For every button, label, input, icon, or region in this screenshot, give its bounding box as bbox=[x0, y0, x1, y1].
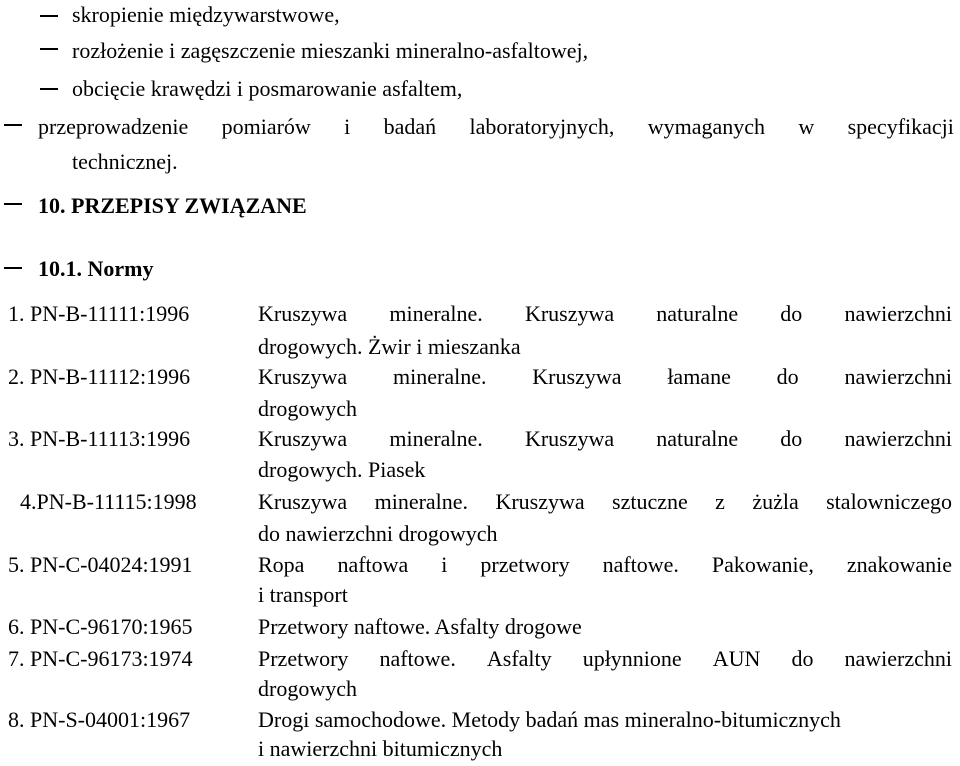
word: Asfalty bbox=[486, 646, 552, 671]
word: sztuczne bbox=[612, 489, 688, 514]
word: w bbox=[798, 114, 815, 139]
norm-title bbox=[258, 426, 952, 452]
word: żużla bbox=[752, 489, 799, 514]
word: Kruszywa bbox=[524, 426, 615, 451]
word: przetwory bbox=[480, 552, 570, 577]
word: Pakowanie, bbox=[711, 552, 814, 577]
word: Kruszywa bbox=[258, 426, 348, 451]
bullet-dash bbox=[4, 203, 22, 205]
norm-title: Drogi samochodowe. Metody badań mas mineralno-bitumicznych bbox=[258, 707, 841, 732]
word: Przetwory bbox=[258, 646, 349, 671]
word: łamane bbox=[667, 364, 731, 389]
word: do bbox=[780, 301, 803, 326]
word: badań bbox=[383, 114, 437, 139]
word: naturalne bbox=[656, 301, 739, 326]
norm-id: 1. PN-B-11111:1996 bbox=[8, 301, 190, 326]
word: Kruszywa bbox=[258, 364, 348, 389]
word: przeprowadzenie bbox=[38, 114, 189, 139]
word: naturalne bbox=[656, 426, 739, 451]
bullet-dash bbox=[40, 15, 58, 17]
word: Kruszywa bbox=[524, 301, 615, 326]
norm-title: Przetwory naftowe. Asfalty drogowe bbox=[258, 614, 582, 639]
word: specyfikacji bbox=[847, 114, 954, 139]
bullet-item bbox=[38, 114, 954, 140]
norm-title-cont: i transport bbox=[258, 582, 348, 607]
word: do bbox=[780, 426, 803, 451]
word: mineralne. bbox=[389, 301, 483, 326]
norm-title-cont: drogowych bbox=[258, 676, 357, 701]
norm-title bbox=[258, 364, 952, 390]
norm-title-cont: drogowych bbox=[258, 396, 357, 421]
word: Kruszywa bbox=[258, 489, 348, 514]
norm-id: 4.PN-B-11115:1998 bbox=[20, 489, 197, 514]
norm-id: 2. PN-B-11112:1996 bbox=[8, 364, 191, 389]
norm-title-cont: i nawierzchni bitumicznych bbox=[258, 736, 503, 761]
word: pomiarów bbox=[221, 114, 311, 139]
word: Kruszywa bbox=[495, 489, 585, 514]
word: laboratoryjnych, bbox=[469, 114, 615, 139]
word: mineralne. bbox=[374, 489, 469, 514]
norm-title bbox=[258, 489, 952, 515]
word: mineralne. bbox=[393, 364, 487, 389]
bullet-dash bbox=[4, 267, 22, 269]
word: Kruszywa bbox=[258, 301, 348, 326]
bullet-item: technicznej. bbox=[72, 149, 178, 174]
section-heading: 10. PRZEPISY ZWIĄZANE bbox=[38, 193, 307, 218]
word: nawierzchni bbox=[844, 646, 952, 671]
word: nawierzchni bbox=[844, 364, 952, 389]
subsection-heading: 10.1. Normy bbox=[38, 256, 154, 281]
norm-id: 5. PN-C-04024:1991 bbox=[8, 552, 193, 577]
word: upłynnione bbox=[582, 646, 682, 671]
norm-title bbox=[258, 301, 952, 327]
norm-title-cont: drogowych. Żwir i mieszanka bbox=[258, 334, 521, 359]
norm-id: 6. PN-C-96170:1965 bbox=[8, 614, 193, 639]
word: AUN bbox=[712, 646, 761, 671]
word: naftowa bbox=[337, 552, 409, 577]
norm-id: 3. PN-B-11113:1996 bbox=[8, 426, 191, 451]
norm-title bbox=[258, 646, 952, 672]
word: nawierzchni bbox=[844, 426, 952, 451]
bullet-dash bbox=[40, 48, 58, 50]
norm-title bbox=[258, 552, 952, 578]
norm-id: 7. PN-C-96173:1974 bbox=[8, 646, 193, 671]
word: wymaganych bbox=[647, 114, 765, 139]
word: nawierzchni bbox=[844, 301, 952, 326]
word: Kruszywa bbox=[532, 364, 622, 389]
norm-title-cont: drogowych. Piasek bbox=[258, 457, 426, 482]
word: naftowe. bbox=[379, 646, 456, 671]
word: do bbox=[791, 646, 814, 671]
norm-id: 8. PN-S-04001:1967 bbox=[8, 707, 191, 732]
norm-title-cont: do nawierzchni drogowych bbox=[258, 521, 498, 546]
word: stalowniczego bbox=[826, 489, 952, 514]
bullet-item: obcięcie krawędzi i posmarowanie asfaltem, bbox=[72, 76, 463, 101]
word: naftowe. bbox=[602, 552, 679, 577]
word: i bbox=[441, 552, 448, 577]
word: Ropa bbox=[258, 552, 305, 577]
bullet-item: skropienie międzywarstwowe, bbox=[72, 2, 340, 27]
bullet-dash bbox=[40, 88, 58, 90]
word: do bbox=[776, 364, 799, 389]
word: i bbox=[344, 114, 351, 139]
word: z bbox=[715, 489, 725, 514]
word: mineralne. bbox=[389, 426, 483, 451]
bullet-dash bbox=[4, 124, 22, 126]
word: znakowanie bbox=[846, 552, 952, 577]
bullet-item: rozłożenie i zagęszczenie mieszanki mineralno-asfaltowej, bbox=[72, 38, 589, 63]
